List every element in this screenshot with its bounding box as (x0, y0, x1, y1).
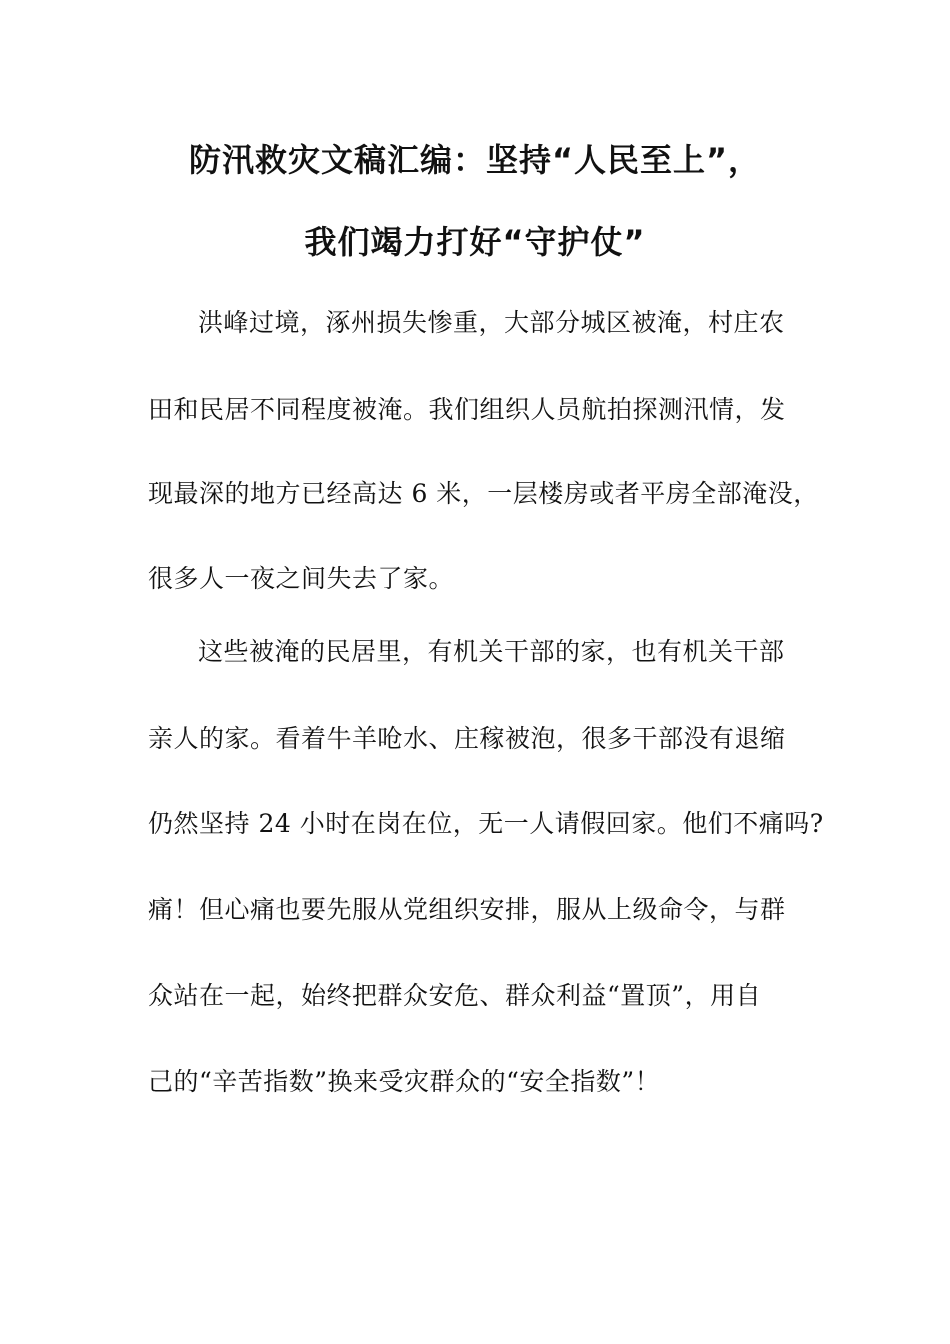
paragraph-2-line-1: 这些被淹的民居里，有机关干部的家，也有机关干部 (198, 637, 785, 666)
paragraph-2-line-2: 亲人的家。看着牛羊呛水、庄稼被泡，很多干部没有退缩 (148, 724, 786, 753)
paragraph-2-line-4: 痛！但心痛也要先服从党组织安排，服从上级命令，与群 (148, 895, 786, 924)
paragraph-1-line-4: 很多人一夜之间失去了家。 (148, 564, 455, 593)
document-title-line-2: 我们竭力打好“守护仗” (304, 223, 646, 261)
paragraph-2-line-5: 众站在一起，始终把群众安危、群众利益“置顶”，用自 (148, 981, 762, 1010)
paragraph-2-line-3: 仍然坚持 24 小时在岗在位，无一人请假回家。他们不痛吗? (148, 809, 824, 838)
paragraph-1-line-2: 田和民居不同程度被淹。我们组织人员航拍探测汛情，发 (148, 395, 786, 424)
paragraph-2-line-6: 己的“辛苦指数”换来受灾群众的“安全指数”！ (148, 1067, 661, 1096)
paragraph-1-line-3: 现最深的地方已经高达 6 米，一层楼房或者平房全部淹没， (148, 479, 819, 508)
document-title-line-1: 防汛救灾文稿汇编：坚持“人民至上”， (188, 141, 762, 179)
paragraph-1-line-1: 洪峰过境，涿州损失惨重，大部分城区被淹，村庄农 (198, 308, 785, 337)
